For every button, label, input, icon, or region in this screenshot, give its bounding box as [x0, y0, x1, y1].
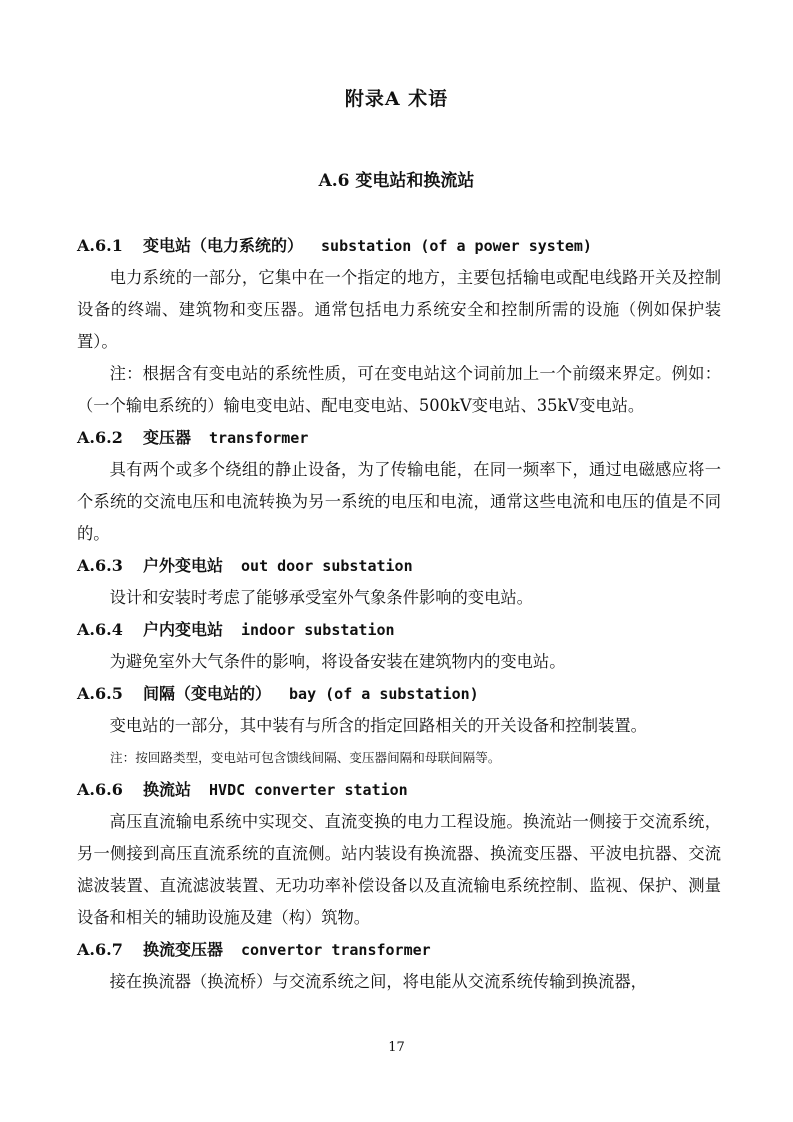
- term-note: 注：根据含有变电站的系统性质，可在变电站这个词前加上一个前缀来界定。例如：（一个输电系统的）输电变电站、配电变电站、500kV变电站、35kV变电站。: [77, 364, 721, 415]
- term-english: bay (of a substation): [289, 685, 479, 703]
- term-chinese: 换流站: [143, 780, 192, 799]
- term-number: A.6.3: [77, 556, 123, 575]
- term-chinese: 变压器: [143, 428, 192, 447]
- term-chinese: 户内变电站: [143, 620, 224, 639]
- appendix-title: 附录A 术语: [344, 88, 449, 110]
- term-heading: [77, 774, 721, 806]
- term-number: A.6.6: [77, 780, 123, 799]
- term-small-note: 注：按回路类型，变电站可包含馈线间隔、变压器间隔和母联间隔等。: [110, 750, 501, 765]
- term-chinese: 间隔（变电站的）: [143, 684, 272, 703]
- term-chinese: 变电站（电力系统的）: [143, 236, 304, 255]
- section-title: A.6 变电站和换流站: [318, 171, 475, 191]
- term-entry: [77, 230, 721, 422]
- term-definition: 高压直流输电系统中实现交、直流变换的电力工程设施。换流站一侧接于交流系统，另一侧接到高压直流系统的直流侧。站内装设有换流器、换流变压器、平波电抗器、交流滤波装置、直流滤波装置、无功功率补偿设备以及直流输电系统控制、监视、保护、测量设备和相关的辅助设施及建（构）筑物。: [77, 812, 721, 927]
- term-heading: [77, 614, 721, 646]
- term-english: transformer: [209, 429, 309, 447]
- term-heading: [77, 550, 721, 582]
- term-definition: 设计和安装时考虑了能够承受室外气象条件影响的变电站。: [109, 588, 533, 607]
- term-number: A.6.5: [77, 684, 123, 703]
- term-english: indoor substation: [241, 621, 395, 639]
- term-entry: [77, 550, 721, 614]
- term-entry: [77, 422, 721, 550]
- term-entry: [77, 678, 721, 774]
- term-definition: 电力系统的一部分，它集中在一个指定的地方，主要包括输电或配电线路开关及控制设备的终端、建筑物和变压器。通常包括电力系统安全和控制所需的设施（例如保护装置）。: [77, 268, 721, 351]
- terms-list: [77, 230, 721, 998]
- term-number: A.6.1: [77, 236, 123, 255]
- page-number: 17: [388, 1040, 405, 1055]
- term-definition: 为避免室外大气条件的影响，将设备安装在建筑物内的变电站。: [109, 652, 566, 671]
- term-entry: [77, 774, 721, 934]
- term-entry: [77, 934, 721, 998]
- term-english: out door substation: [241, 557, 413, 575]
- term-heading: [77, 422, 721, 454]
- term-definition: 变电站的一部分，其中装有与所含的指定回路相关的开关设备和控制装置。: [109, 716, 647, 735]
- term-definition: 接在换流器（换流桥）与交流系统之间，将电能从交流系统传输到换流器，: [109, 972, 647, 991]
- term-chinese: 户外变电站: [143, 556, 224, 575]
- term-english: convertor transformer: [241, 941, 431, 959]
- term-number: A.6.2: [77, 428, 123, 447]
- term-heading: [77, 230, 721, 262]
- term-definition: 具有两个或多个绕组的静止设备，为了传输电能，在同一频率下，通过电磁感应将一个系统的交流电压和电流转换为另一系统的电压和电流，通常这些电流和电压的值是不同的。: [77, 460, 721, 543]
- term-english: substation (of a power system): [321, 237, 592, 255]
- term-number: A.6.7: [77, 940, 123, 959]
- term-heading: [77, 678, 721, 710]
- term-english: HVDC converter station: [209, 781, 408, 799]
- term-chinese: 换流变压器: [143, 940, 224, 959]
- term-entry: [77, 614, 721, 678]
- term-number: A.6.4: [77, 620, 123, 639]
- term-heading: [77, 934, 721, 966]
